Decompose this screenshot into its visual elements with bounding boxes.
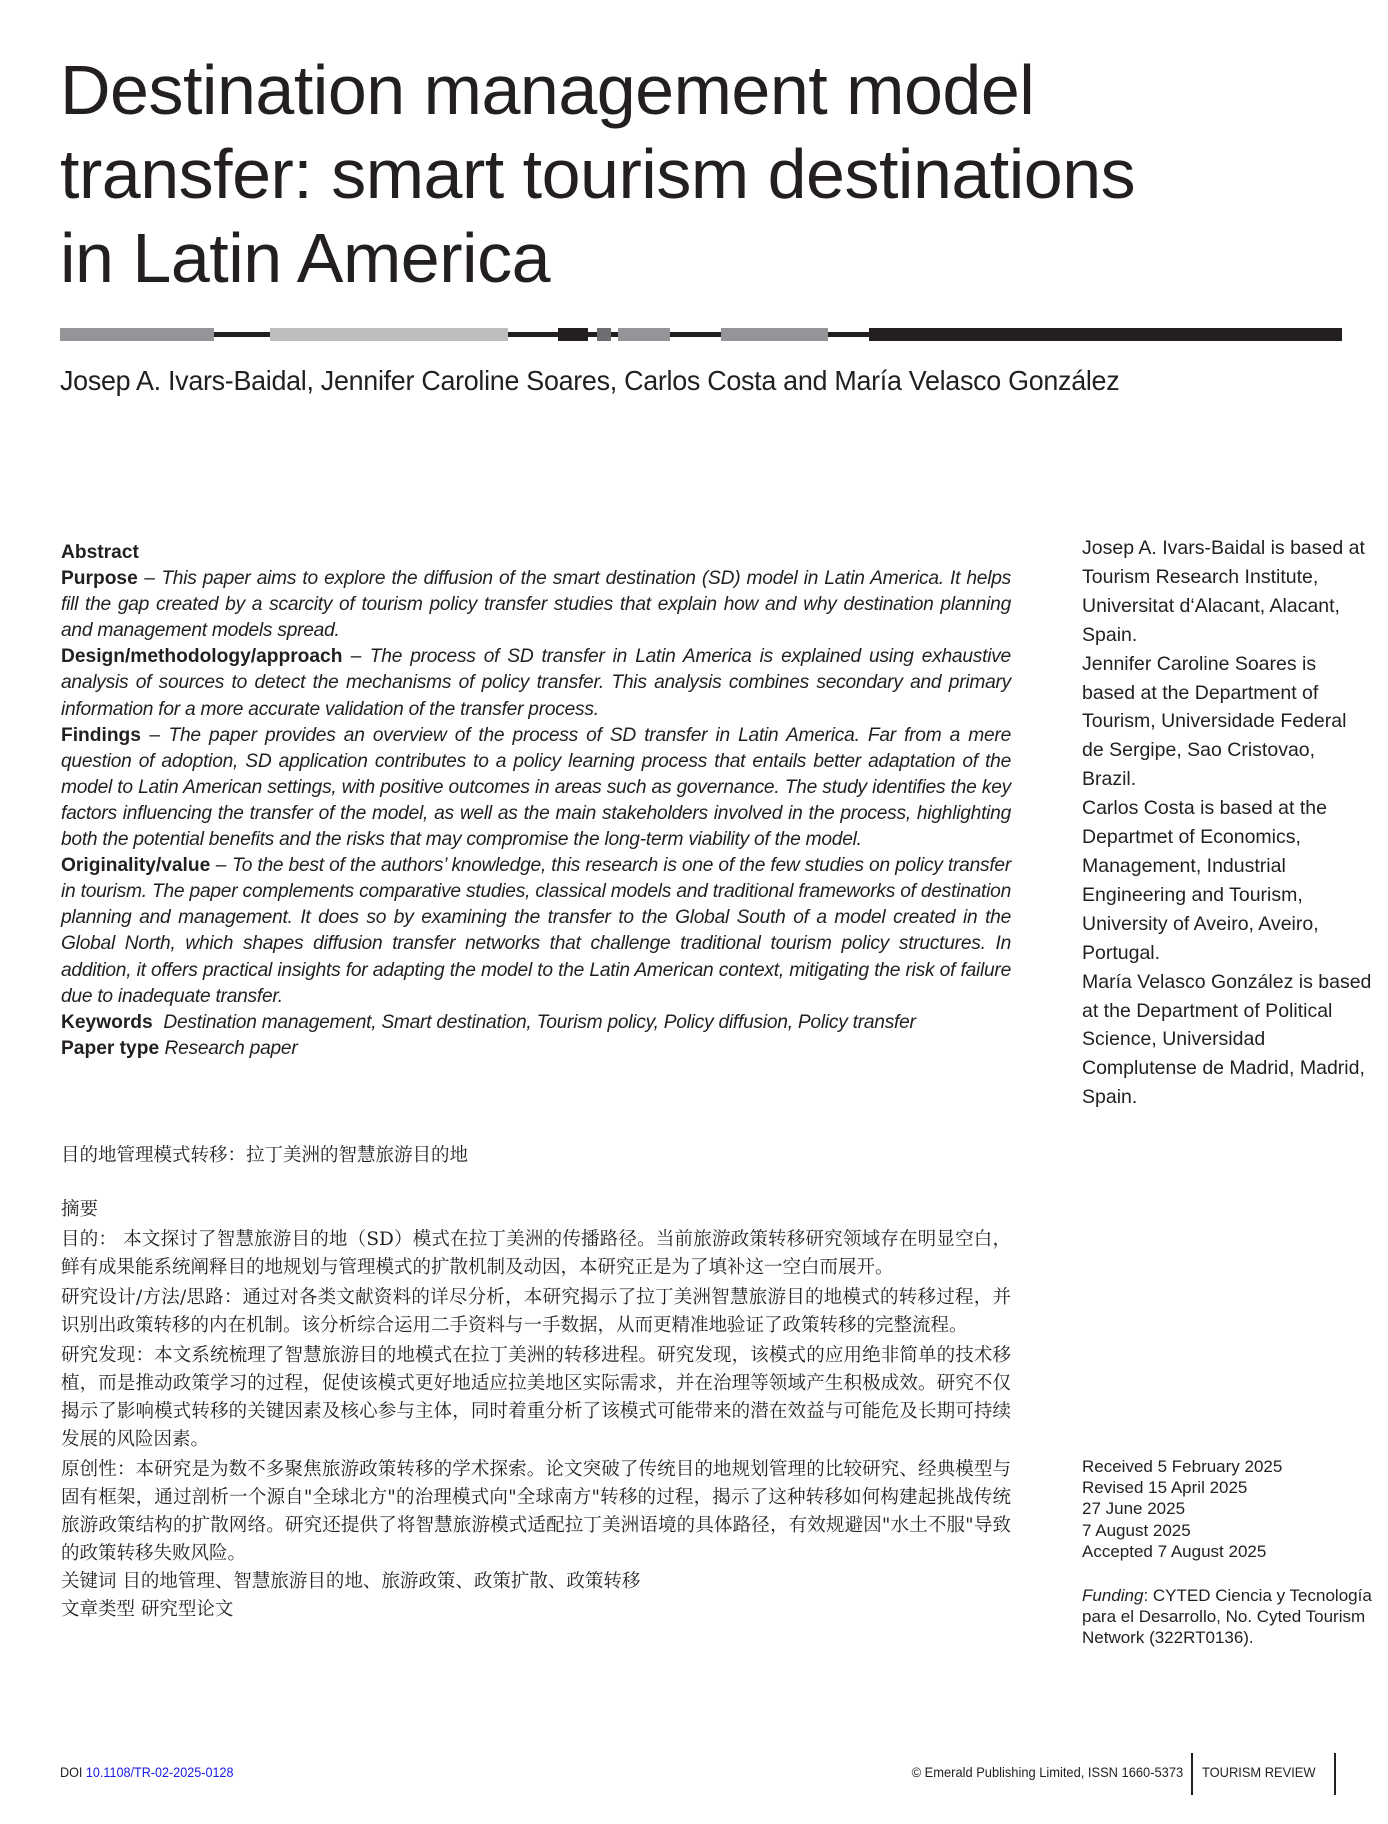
chinese-section: 目的： 本文探讨了智慧旅游目的地（SD）模式在拉丁美洲的传播路径。当前旅游政策转移研究领域存在明显空白，鲜有成果能系统阐释目的地规划与管理模式的扩散机制及动因，本研究正是为了填补这一空白而展开。 (61, 1229, 1011, 1278)
footer-divider (1334, 1753, 1336, 1795)
rule-segment (721, 328, 828, 341)
doi-label: DOI (60, 1764, 86, 1780)
history-line: Accepted 7 August 2025 (1082, 1541, 1267, 1561)
keywords-text: Destination management, Smart destination, Tourism policy, Policy diffusion, Policy transfer (163, 1011, 916, 1033)
journal-name: TOURISM REVIEW (1202, 1764, 1316, 1780)
affiliation: María Velasco González is based at the Department of Political Science, Universidad Complutense de Madrid, Madrid, Spain. (1082, 970, 1372, 1109)
section-label: Design/methodology/approach (61, 646, 343, 668)
rule-segment (558, 328, 588, 341)
rule-line (588, 332, 597, 337)
title-line: transfer: smart tourism destinations (60, 135, 1136, 213)
author-affiliations (1082, 534, 1372, 1112)
abstract-purpose (61, 566, 1011, 644)
abstract-findings (61, 723, 1011, 853)
title-line: in Latin America (60, 219, 551, 297)
chinese-title: 目的地管理模式转移：拉丁美洲的智慧旅游目的地 (61, 1145, 469, 1166)
paper-type-label: Paper type (61, 1037, 160, 1059)
abstract-design (61, 644, 1011, 722)
rule-line (670, 332, 721, 337)
rule-segment (869, 328, 1342, 341)
history-line: 27 June 2025 (1082, 1499, 1186, 1519)
dash: – (342, 646, 370, 668)
section-text: This paper aims to explore the diffusion of the smart destination (SD) model in Latin America. It helps fill the gap created by a scarcity of tourism policy transfer studies that explain how and why destination planning and management models spread. (61, 568, 1011, 642)
title-line: Destination management model (60, 51, 1035, 129)
chinese-abstract (61, 1142, 1011, 1624)
chinese-section: 研究发现：本文系统梳理了智慧旅游目的地模式在拉丁美洲的转移进程。研究发现，该模式的应用绝非简单的技术移植，而是推动政策学习的过程，促使该模式更好地适应拉美地区实际需求，并在治理等领域产生积极成效。研究不仅揭示了影响模式转移的关键因素及核心参与主体，同时着重分析了该模式可能带来的潜在效益与可能危及长期可持续发展的风险因素。 (61, 1345, 1011, 1450)
dash: – (140, 724, 169, 746)
abstract (61, 540, 1011, 1062)
section-label: Findings (61, 724, 141, 746)
footer-divider (1191, 1753, 1193, 1795)
chinese-keywords: 关键词 目的地管理、智慧旅游目的地、旅游政策、政策扩散、政策转移 (61, 1571, 641, 1592)
section-text: To the best of the authors’ knowledge, this research is one of the few studies on policy transfer in tourism. The paper complements comparative studies, classical models and traditional frameworks of destination planning and management. It does so by examining the transfer to the Global South of a model created in the Global North, which shapes diffusion transfer networks that challenge traditional tourism policy structures. In addition, it offers practical insights for adapting the model to the Latin American context, mitigating the risk of failure due to inadequate transfer. (61, 855, 1011, 1007)
rule-segment (597, 328, 611, 341)
article-history (1082, 1456, 1372, 1562)
keywords-label: Keywords (61, 1011, 153, 1033)
section-label: Originality/value (61, 855, 211, 877)
history-line: Received 5 February 2025 (1082, 1457, 1283, 1476)
funding-label: Funding (1082, 1586, 1144, 1605)
rule-segment (618, 328, 670, 341)
affiliation: Carlos Costa is based at the Departmet of Economics, Management, Industrial Engineering and Tourism, University of Aveiro, Aveiro, Portugal. (1082, 797, 1327, 964)
chinese-section: 原创性：本研究是为数不多聚焦旅游政策转移的学术探索。论文突破了传统目的地规划管理的比较研究、经典模型与固有框架，通过剖析一个源自"全球北方"的治理模式向"全球南方"转移的过程，揭示了这种转移如何构建起挑战传统旅游政策结构的扩散网络。研究还提供了将智慧旅游模式适配拉丁美洲语境的具体路径，有效规避因"水土不服"导致的政策转移失败风险。 (61, 1459, 1011, 1564)
rule-line (214, 332, 270, 337)
footer-publisher (860, 1753, 1340, 1797)
rule-line (611, 332, 618, 337)
chinese-section: 研究设计/方法/思路：通过对各类文献资料的详尽分析，本研究揭示了拉丁美洲智慧旅游目的地模式的转移过程，并识别出政策转移的内在机制。该分析综合运用二手资料与一手数据，从而更精准地验证了政策转移的完整流程。 (61, 1287, 1011, 1336)
rule-line (508, 332, 558, 337)
funding-note (1082, 1585, 1372, 1649)
abstract-keywords (61, 1010, 1011, 1036)
history-line: 7 August 2025 (1082, 1520, 1191, 1540)
abstract-heading: Abstract (61, 542, 139, 563)
section-label: Purpose (61, 568, 138, 590)
chinese-paper-type: 文章类型 研究型论文 (61, 1599, 234, 1620)
paper-type-text: Research paper (164, 1037, 298, 1059)
chinese-heading: 摘要 (61, 1199, 99, 1220)
author-list: Josep A. Ivars-Baidal, Jennifer Caroline Soares, Carlos Costa and María Velasco González (60, 365, 1120, 396)
affiliation: Josep A. Ivars-Baidal is based at Tourism Research Institute, Universitat d‘Alacant, Alacant, Spain. (1082, 537, 1365, 646)
abstract-paper-type (61, 1036, 1011, 1062)
rule-segment (270, 328, 508, 341)
history-line: Revised 15 April 2025 (1082, 1478, 1248, 1498)
dash: – (137, 568, 162, 590)
affiliation: Jennifer Caroline Soares is based at the Department of Tourism, Universidade Federal de Sergipe, Sao Cristovao, Brazil. (1082, 652, 1347, 791)
section-text: The paper provides an overview of the process of SD transfer in Latin America. Far from a mere question of adoption, SD application contributes to a policy learning process that entails better adaptation of the model to Latin American settings, with positive outcomes in areas such as governance. The study identifies the key factors influencing the transfer of the model, as well as the main stakeholders involved in the process, highlighting both the potential benefits and the risks that may compromise the long-term viability of the model. (61, 724, 1011, 851)
doi (60, 1763, 233, 1781)
funding-text: : CYTED Ciencia y Tecnología para el Desarrollo, No. Cyted Tourism Network (322RT0136). (1082, 1586, 1372, 1648)
rule-line (828, 332, 869, 337)
copyright-notice: © Emerald Publishing Limited, ISSN 1660-5373 (911, 1764, 1183, 1780)
abstract-originality (61, 853, 1011, 1010)
rule-segment (60, 328, 214, 341)
article-title (60, 48, 1160, 300)
doi-link[interactable]: 10.1108/TR-02-2025-0128 (85, 1764, 234, 1780)
section-text: The process of SD transfer in Latin America is explained using exhaustive analysis of sources to detect the mechanisms of policy transfer. This analysis combines secondary and primary information for a more accurate validation of the transfer process. (61, 646, 1011, 720)
dash: – (210, 855, 232, 877)
